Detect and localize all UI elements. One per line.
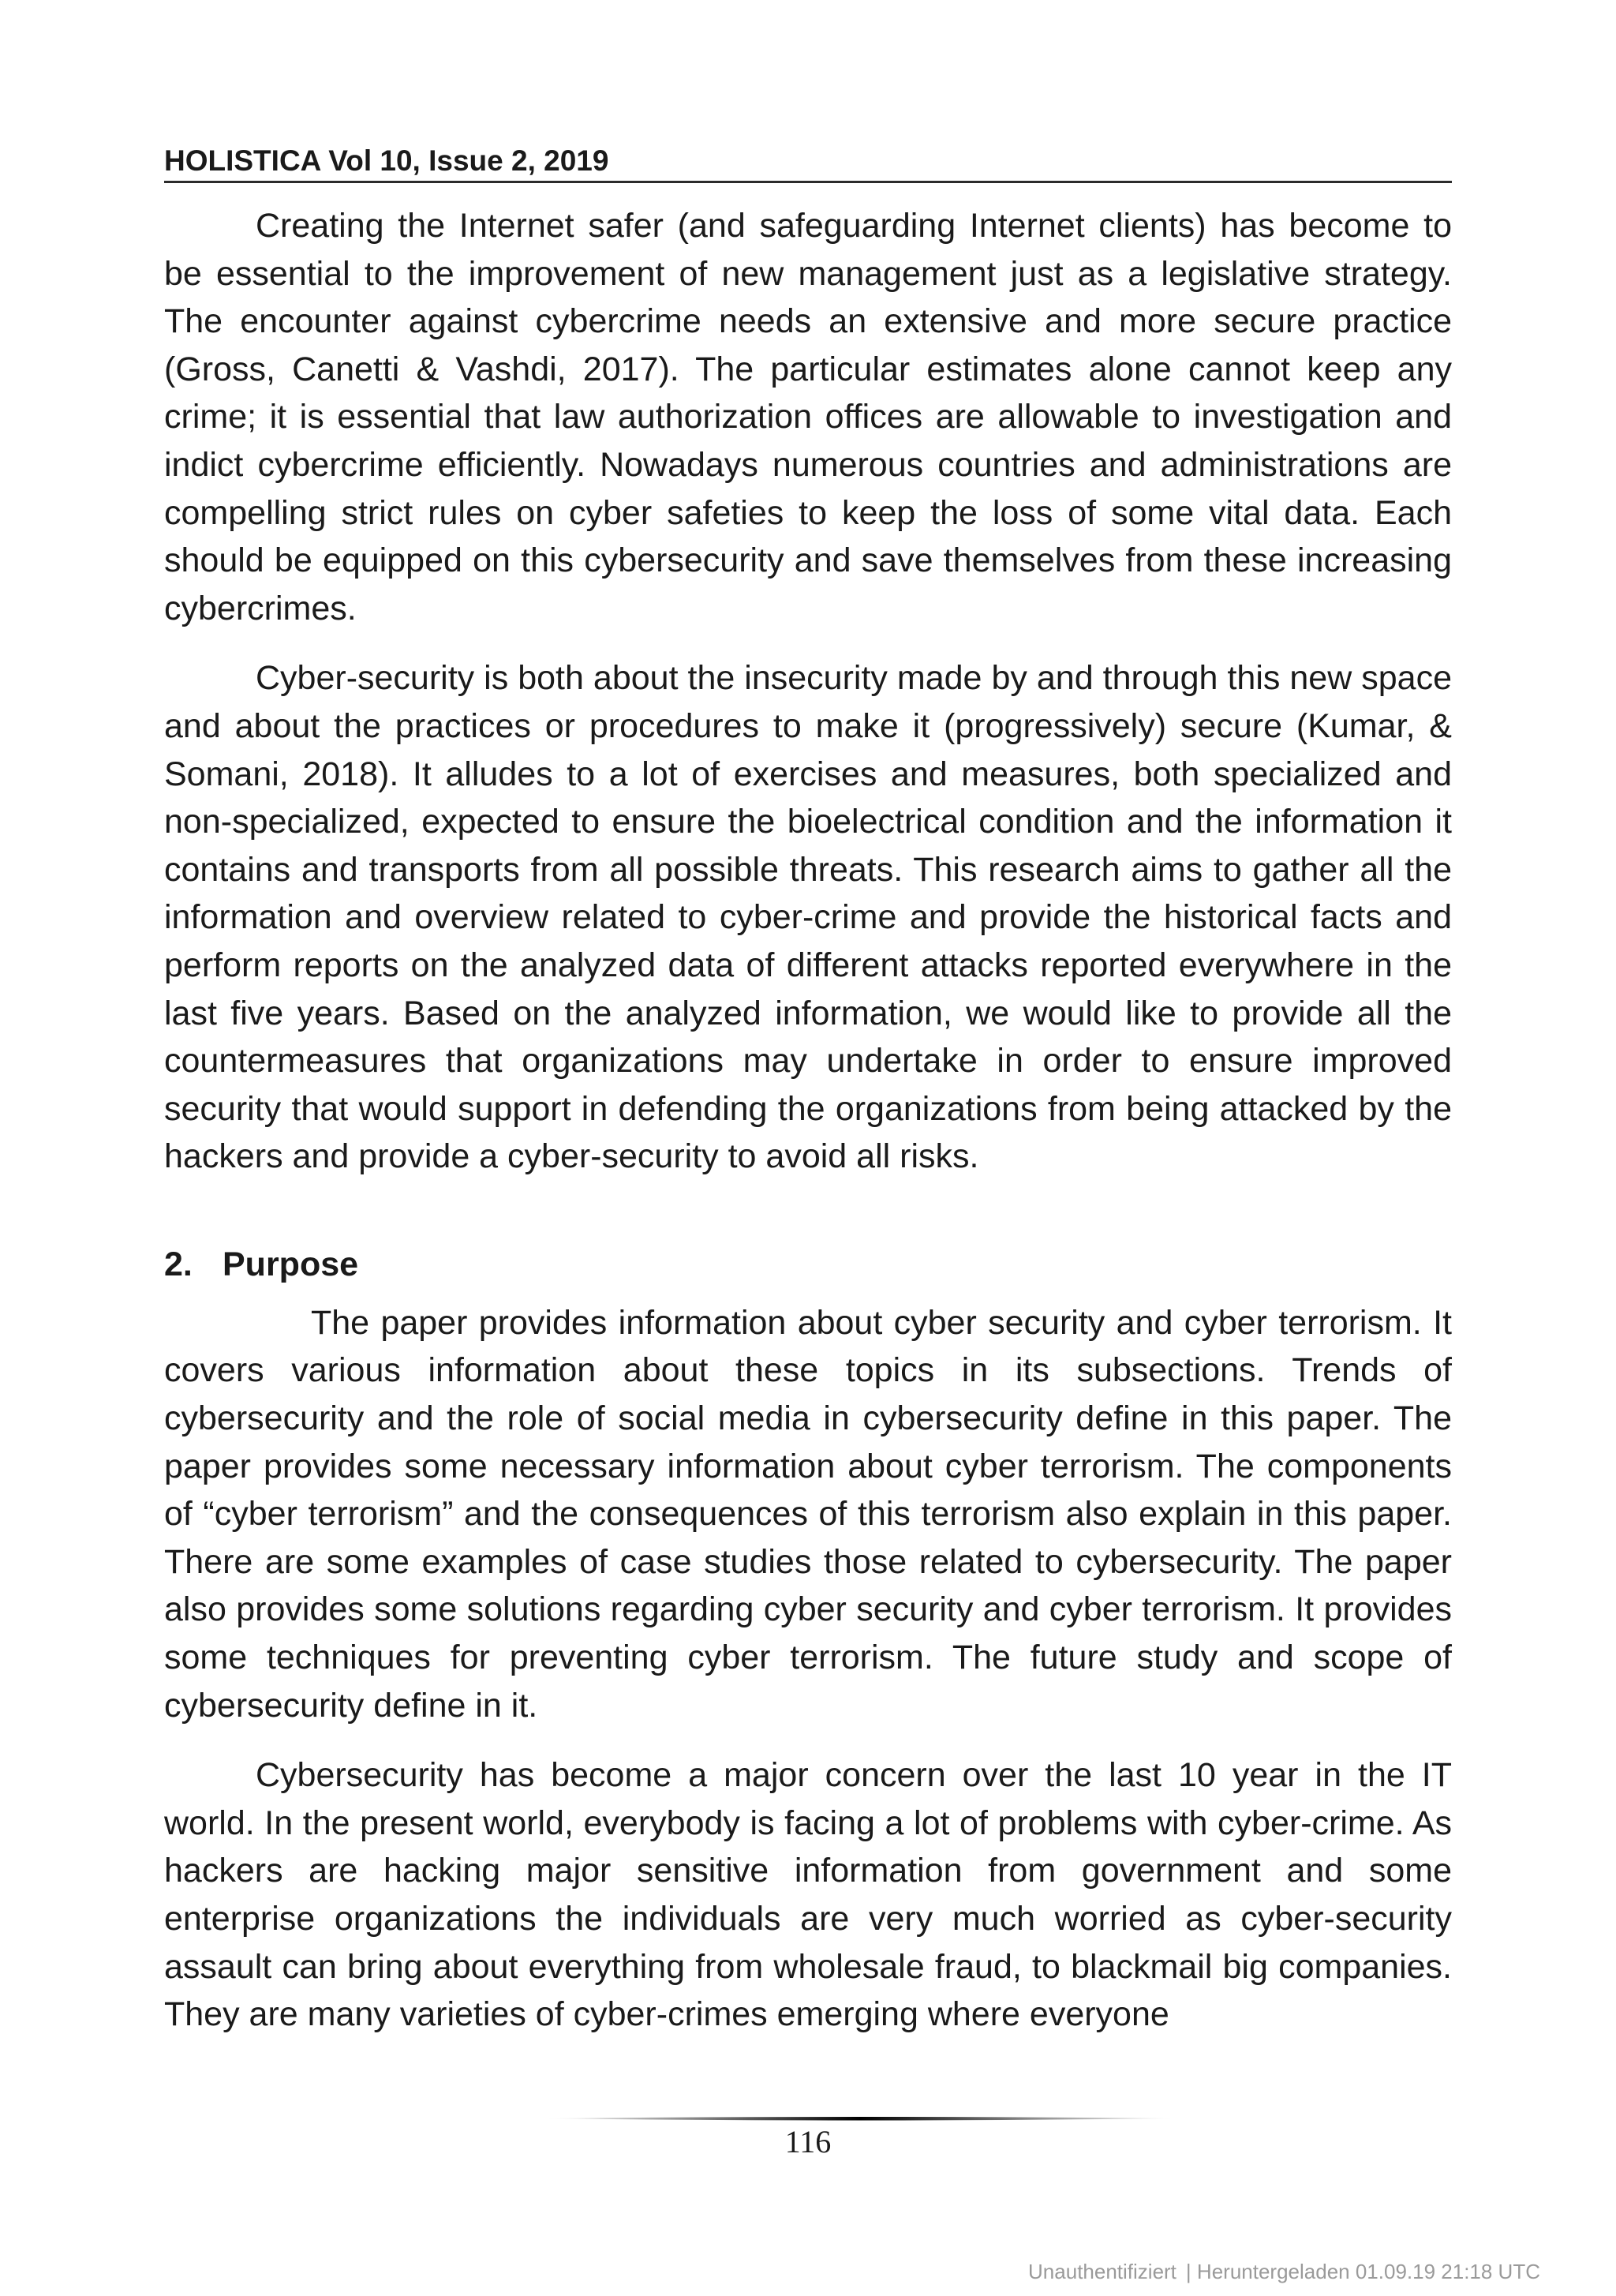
section-title: Purpose [223, 1245, 359, 1283]
section-number: 2. [164, 1245, 193, 1283]
article-body [164, 202, 1452, 2039]
page-number: 116 [784, 2124, 832, 2159]
running-header [164, 140, 1452, 183]
journal-running-title: HOLISTICA Vol 10, Issue 2, 2019 [164, 144, 609, 177]
section-paragraph-1: The paper provides information about cyber security and cyber terrorism. It covers various information about these topics in its subsections. Trends of cybersecurity and the role of social media in cybersecurity define in this paper. The paper provides some necessary information about cyber terrorism. The components of “cyber terrorism” and the consequences of this terrorism also explain in this paper. There are some examples of case studies those related to cybersecurity. The paper also provides some solutions regarding cyber security and cyber terrorism. It provides some techniques for preventing cyber terrorism. The future study and scope of cybersecurity define in it. [164, 1303, 1452, 1725]
footer-ornament-rule [544, 2115, 1176, 2123]
body-paragraph-2: Cyber-security is both about the insecurity made by and through this new space and about the practices or procedures to make it (progressively) secure (Kumar, & Somani, 2018). It alludes to a lot of exercises and measures, both specialized and non-specialized, expected to ensure the bioelectrical condition and the information it contains and transports from all possible threats. This research aims to gather all the information and overview related to cyber-crime and provide the historical facts and perform reports on the analyzed data of different attacks reported everywhere in the last five years. Based on the analyzed information, we would like to provide all the countermeasures that organizations may undertake in order to ensure improved security that would support in defending the organizations from being attacked by the hackers and provide a cyber-security to avoid all risks. [164, 659, 1452, 1176]
body-paragraph-1: Creating the Internet safer (and safeguarding Internet clients) has become to be essential to the improvement of new management just as a legislative strategy. The encounter against cybercrime needs an extensive and more secure practice (Gross, Canetti & Vashdi, 2017). The particular estimates alone cannot keep any crime; it is essential that law authorization offices are allowable to investigation and indict cybercrime efficiently. Nowadays numerous countries and administrations are compelling strict rules on cyber safeties to keep the loss of some vital data. Each should be equipped on this cybersecurity and save themselves from these increasing cybercrimes. [164, 207, 1452, 627]
section-paragraph-2: Cybersecurity has become a major concern over the last 10 year in the IT world. In the present world, everybody is facing a lot of problems with cyber-crime. As hackers are hacking major sensitive information from government and some enterprise organizations the individuals are very much worried as cyber-security assault can bring about everything from wholesale fraud, to blackmail big companies. They are many varieties of cyber-crimes emerging where everyone [164, 1756, 1452, 2034]
section-heading [164, 1241, 1452, 1288]
download-stamp [1028, 2259, 1540, 2284]
stamp-download: Heruntergeladen 01.09.19 21:18 UTC [1196, 2260, 1540, 2283]
stamp-status: Unauthentifiziert [1028, 2260, 1176, 2283]
stamp-separator: | [1185, 2260, 1191, 2283]
